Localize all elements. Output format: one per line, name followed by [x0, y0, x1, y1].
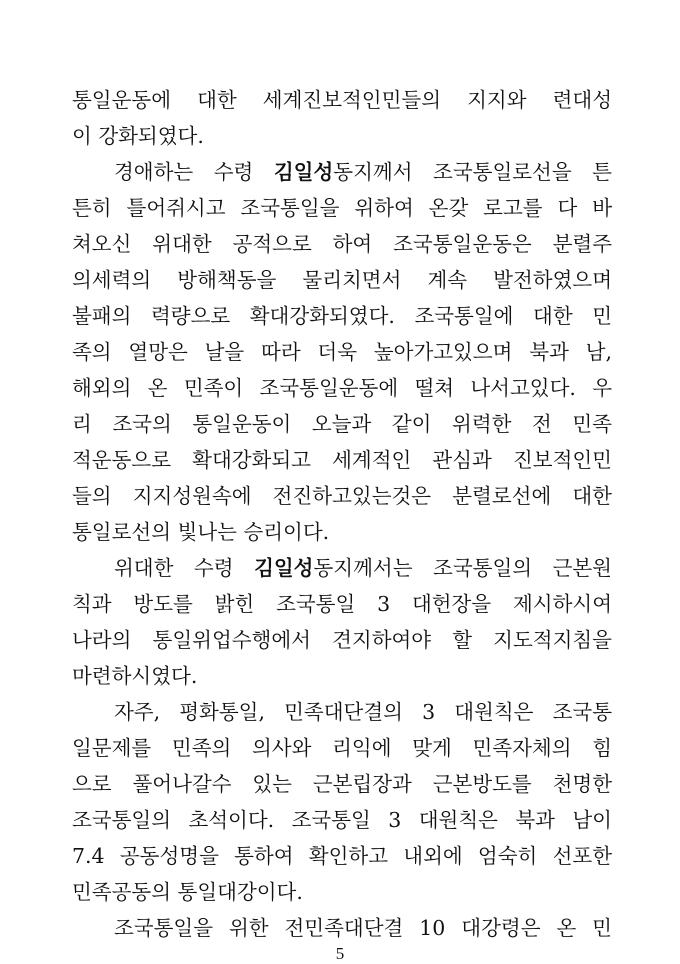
text-line: 칙과 방도를 밝힌 조국통일 3 대헌장을 제시하시여 — [72, 592, 612, 616]
text-line — [114, 154, 612, 190]
text-segment: 경애하는 수령 — [114, 160, 274, 184]
text-line: 들의 지지성원속에 전진하고있는것은 분렬로선에 대한 — [72, 484, 612, 508]
text-segment: 동지께서 조국통일로선을 튼 — [333, 160, 612, 184]
text-line: 통일로선의 빛나는 승리이다. — [72, 520, 330, 544]
page-number: 5 — [335, 944, 345, 963]
text-line: 7.4 공동성명을 통하여 확인하고 내외에 엄숙히 선포한 — [72, 844, 612, 868]
text-line: 쳐오신 위대한 공적으로 하여 조국통일운동은 분렬주 — [72, 232, 612, 256]
text-line: 일문제를 민족의 의사와 리익에 맞게 민족자체의 힘 — [72, 736, 612, 760]
text-line: 민족공동의 통일대강이다. — [72, 880, 303, 904]
text-line: 나라의 통일위업수행에서 견지하여야 할 지도적지침을 — [72, 628, 612, 652]
text-line: 으로 풀어나갈수 있는 근본립장과 근본방도를 천명한 — [72, 772, 612, 796]
text-segment: 위대한 수령 — [114, 556, 255, 580]
text-line: 적운동으로 확대강화되고 세계적인 관심과 진보적인민 — [72, 448, 612, 472]
text-line: 리 조국의 통일운동이 오늘과 같이 위력한 전 민족 — [72, 412, 612, 436]
text-line: 조국통일의 초석이다. 조국통일 3 대원칙은 북과 남이 — [72, 808, 612, 832]
text-line: 자주, 평화통일, 민족대단결의 3 대원칙은 조국통 — [114, 700, 612, 724]
text-line — [114, 550, 612, 586]
text-line: 조국통일을 위한 전민족대단결 10 대강령은 온 민 — [114, 916, 612, 940]
text-line: 이 강화되였다. — [72, 124, 204, 148]
text-line: 마련하시였다. — [72, 664, 198, 688]
leader-name: 김일성 — [273, 160, 334, 184]
text-line: 의세력의 방해책동을 물리치면서 계속 발전하였으며 — [72, 268, 612, 292]
text-line: 튼히 틀어쥐시고 조국통일을 위하여 온갖 로고를 다 바 — [72, 196, 612, 220]
text-line: 불패의 력량으로 확대강화되였다. 조국통일에 대한 민 — [72, 304, 612, 328]
leader-name: 김일성 — [254, 556, 314, 580]
text-line: 해외의 온 민족이 조국통일운동에 떨쳐 나서고있다. 우 — [72, 376, 612, 400]
text-line: 통일운동에 대한 세계진보적인민들의 지지와 련대성 — [72, 88, 612, 112]
text-segment: 동지께서는 조국통일의 근본원 — [313, 556, 612, 580]
text-line: 족의 열망은 날을 따라 더욱 높아가고있으며 북과 남, — [72, 340, 612, 364]
